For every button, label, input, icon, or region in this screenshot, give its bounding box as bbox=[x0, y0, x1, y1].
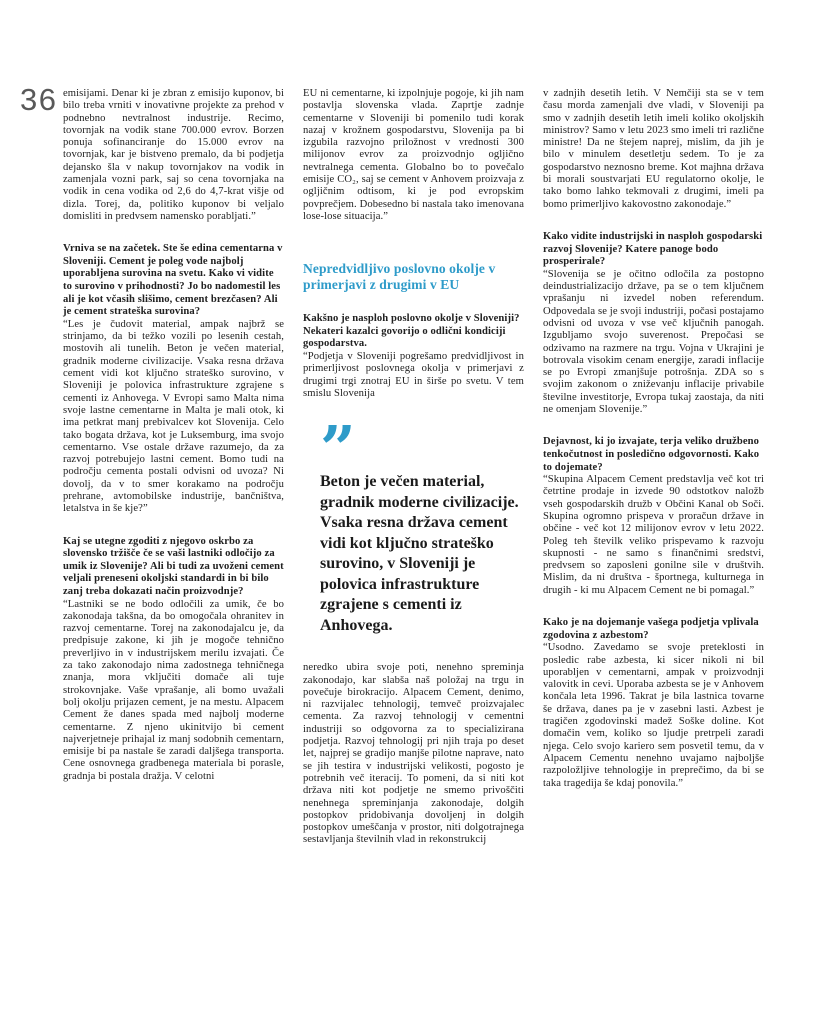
interview-question: Kako vidite industrijski in nasploh gospodarski razvoj Slovenije? Katere panoge bodo prosperirale? bbox=[543, 230, 763, 268]
answer-continuation: EU ni cementarne, ki izpolnjuje pogoje, ki jih nam postavlja slovenska vlada. Zaprtje zadnje cementarne v Sloveniji bi pomenilo tudi korak nazaj v krožnem gospodarstvu, Slovenija pa bi izgubila razvojno priložnost v vrednosti 300 milijonov evrov za proizvodnjo ogljično nevtralnega cementa. Globalno bo to povečalo emisije CO₂, saj se cement v Anhovem proizvaja z ogljičnim odtisom, ki je pod evropskim povprečjem. Dobesedno bi nastala tako imenovana lose-lose situacija.” bbox=[303, 88, 524, 222]
answer-continuation: v zadnjih desetih letih. V Nemčiji sta se v tem času morda zamenjali dve vladi, v Sloveniji pa smo v zadnjih desetih letih imeli koliko okoljskih ministrov? Samo v letu 2023 smo imeli tri različne ministre! Da ne štejem naprej, mislim, da jih je bilo v minulem desetletju sedem. To je za gospodarstvo neznosno breme. Kot majhna država bi morali soustvarjati EU regulatorno okolje, le tako bomo lahko tekmovali z drugimi, imeli pa bomo primerljivo kakovostno zakonodaje.” bbox=[543, 88, 764, 210]
text-column-1 bbox=[63, 88, 284, 783]
answer-continuation: emisijami. Denar ki je zbran z emisijo kuponov, bi bilo treba vrniti v inovativne projekte za prehod v podnebno nevtralnost industrije. Recimo, tovornjak na vodik stane 700.000 evrov. Borzen ponuja sofinanciranje do 15.000 evrov na tovornjak, kar je bistveno premalo, da bi podjetja dejansko šla v nakup tovornjakov na vodik in zamenjala vozni park, saj so cena tovornjaka na vodik in cena vodika od 2,6 do 4,7-krat višje od dizla. Torej, da, politiko kuponov bi veljalo domisliti in predvsem namensko porabljati.” bbox=[63, 88, 284, 222]
interview-answer: “Les je čudovit material, ampak najbrž se strinjamo, da bi težko vozili po lesenih cestah, mostovih ali tunelih. Beton je večen material, gradnik moderne civilizacije. Vsaka resna država cement vidi kot ključno strateško surovino, v Sloveniji je polovica infrastrukture zgrajene s cementi iz Anhovega. V Evropi samo Malta nima svoje lastne cementarne in Malta je mali otok, ki ima petkrat manj prebivalcev kot Slovenija. Celo tako bogata država, kot je Luksemburg, ima svojo cementarno. Vse ostale države razumejo, da za razvoj potrebujejo lastni cement. Bomo tudi na področju cementa postali odvisni od uvoza? Ni dovolj, da v to smer korakamo na področju prehrane, avtomobilske industrije, bančništva, letalstva in še kje?” bbox=[63, 318, 284, 515]
pull-quote bbox=[320, 412, 524, 636]
interview-question: Dejavnost, ki jo izvajate, terja veliko družbeno tenkočutnost in posledično odgovornosti. Kako to dojemate? bbox=[543, 436, 760, 473]
interview-question: Kako je na dojemanje vašega podjetja vplivala zgodovina z azbestom? bbox=[543, 617, 759, 641]
interview-answer: “Usodno. Zavedamo se svoje preteklosti in posledic rabe azbesta, ki sicer nikoli ni bil uporabljen v cementarni, ampak v proizvodnji valovitk in cevi. Uporaba azbesta se je v Anhovem končala leta 1996. Takrat je bila lastnica tovarne še država, danes pa je v zasebni lasti. Azbest je tragičen zgodovinski madež Soške doline. Kot domačin vem, koliko so ljudje pretrpeli zaradi njega. Celo svojo kariero sem posvetil temu, da v Alpacem Cementu nenehno uvajamo najboljše razpoložljive tehnologije in preprečimo, da bi se taka tragedija še kdaj ponovila.” bbox=[543, 642, 764, 789]
interview-question: Kakšno je nasploh poslovno okolje v Sloveniji? Nekateri kazalci govorijo o odlični kondiciji gospodarstva. bbox=[303, 313, 520, 350]
text-column-2 bbox=[303, 88, 524, 847]
page-number: 36 bbox=[20, 82, 58, 117]
quote-mark-icon: ” bbox=[320, 412, 356, 486]
interview-answer: “Slovenija se je očitno odločila za postopno deindustrializacijo države, pa se o tem ključnem vprašanju ni izvedel noben referendum. Odpovedala se je svoji industriji, počasi postajamo odvisni od uvoza v vse več ključnih panogah. Izgubljamo svojo suverenost. Prepočasi se odzivamo na razmere na trgu. Vojna v Ukrajini je botrovala visokim cenam energije, zaradi inflacije se po Evropi zmanjšuje potrošnja. ZDA so s svojim zakonom o zniževanju inflacije privabile številne investitorje, Evropa tukaj zaostaja, da niti ne omenjam Slovenije.” bbox=[543, 268, 764, 416]
section-heading: Nepredvidljivo poslovno okolje v primerjavi z drugimi v EU bbox=[303, 261, 496, 293]
pull-quote-text: Beton je večen material, gradnik moderne civilizacije. Vsaka resna država cement vidi kot ključno strateško surovino, v Sloveniji je polovica infrastrukture zgrajene s cementi iz Anhovega. bbox=[320, 473, 519, 634]
text-column-3 bbox=[543, 88, 764, 790]
interview-question: Vrniva se na začetek. Ste še edina cementarna v Sloveniji. Cement je poleg vode najbolj uporabljena surovina na svetu. Kako vi vidite to surovino v prihodnosti? Jo bo nadomestil les ali je kot včasih slišimo, cement brezčasen? Ali je cement strateška surovina? bbox=[63, 243, 283, 318]
interview-answer: “Lastniki se ne bodo odločili za umik, če bo zakonodaja takšna, da bo omogočala ohranitev in razvoj cementarne. Torej na zakonodajalcu je, da predpisuje zakone, ki jih je mogoče tehnično preverljivo in v industrijskem merilu izvajati. Če za tako zakonodajo nima zadostnega tehničnega znanja, mora vključiti domače ali tuje strokovnjake. Vaše vprašanje, ali bomo uvažali bolj okolju prijazen cement, je na mestu. Alpacem Cement že danes spada med najbolj moderne cementarne. Z njeno ukinitvijo bi cement najverjetneje prihajal iz manj sodobnih cementarn, emisije bi pa nastale še zaradi daljšega transporta. Cene osnovnega gradbenega materiala bi porasle, gradnja bi postala dražja. V celotni bbox=[63, 598, 284, 782]
interview-answer: “Podjetja v Sloveniji pogrešamo predvidljivost in primerljivost poslovnega okolja v primerjavi z drugimi trgi znotraj EU in širše po svetu. V tem smislu Slovenija bbox=[303, 351, 524, 399]
interview-answer: “Skupina Alpacem Cement predstavlja več kot tri četrtine prodaje in izvede 90 odstotkov naložb vseh gospodarskih družb v Občini Kanal ob Soči. Skupina ogromno prispeva v proračun države in občine - več kot 12 milijonov evrov v letu 2022. Poleg teh številk veliko prispevamo k razvoju skupnosti - ne samo s finančnimi sredstvi, predvsem so zaposleni gonilne sile v društvih. Mislim, da ni društva - športnega, kulturnega in drugih - ki mu Alpacem Cement ne bi pomagal.” bbox=[543, 474, 764, 596]
interview-question: Kaj se utegne zgoditi z njegovo oskrbo za slovensko tržišče če se vaši lastniki odločijo za umik iz Slovenije? Ali bi tudi za uvoženi cement veljali preneseni okoljski standardi in bi bilo zanj treba dokazati način proizvodnje? bbox=[63, 535, 284, 597]
interview-answer: neredko ubira svoje poti, nenehno spreminja zakonodajo, kar slabša naš položaj na trgu in povečuje birokracijo. Alpacem Cement, denimo, ni razvijalec tehnologij, temveč proizvajalec cementa. Za razvoj tehnologij v cementni industriji so odgovorna za to specializirana podjetja. Razvoj tehnologij pri njih traja po deset let, najprej se gradijo manjše pilotne naprave, nato se jih testira v industrijski velikosti, pogosto je potrebnih več iteracij. To pomeni, da si niti kot država niti kot podjetje ne smemo privoščiti nenehnega spreminjanja zakonodaje, dolgih postopkov pridobivanja dovoljenj in dolgih postopkov umeščanja v prostor, niti dolgotrajnega sestavljanja številnih vlad in rekonstrukcij bbox=[303, 662, 524, 846]
